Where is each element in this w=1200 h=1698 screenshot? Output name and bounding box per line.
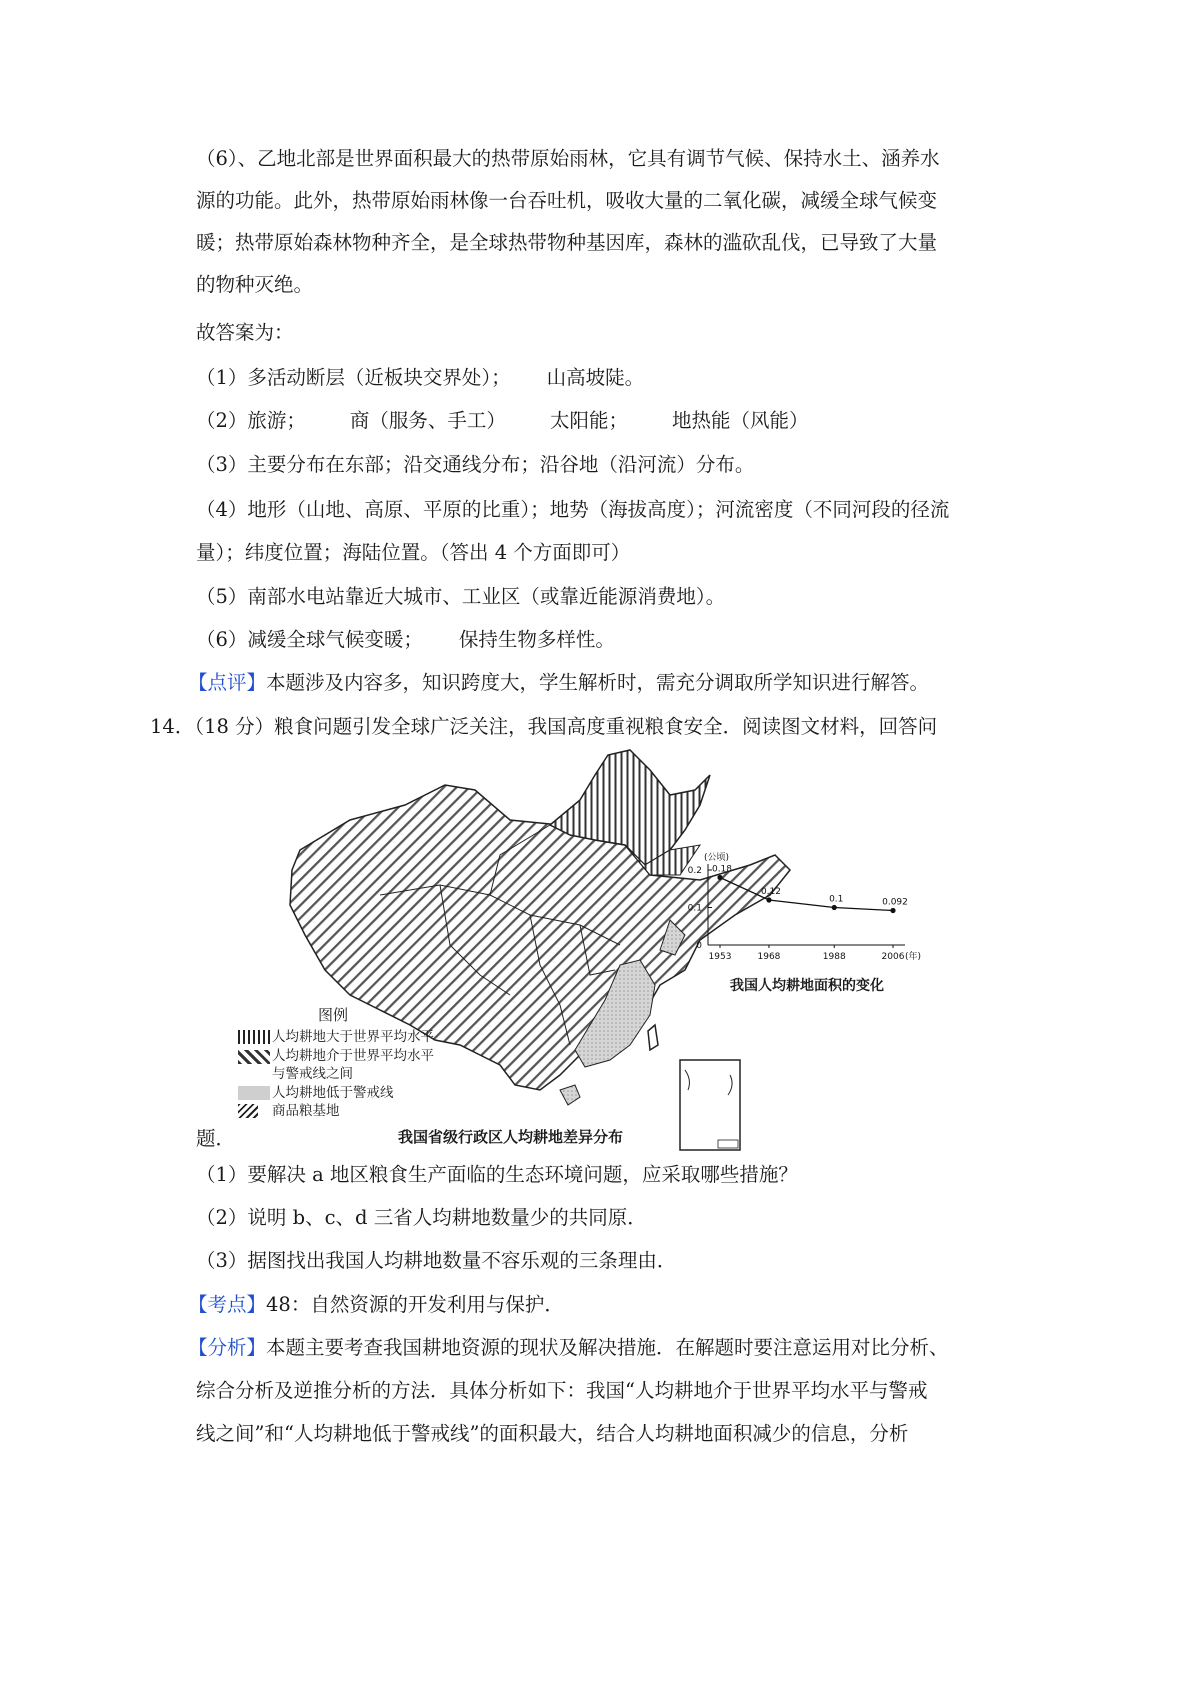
answer-1-part-2: 山高坡陡。 [546, 366, 645, 389]
chart-point [832, 905, 837, 910]
question-14-line-2: 题． [196, 1127, 236, 1150]
answer-6-part-1: （6）减缓全球气候变暖； [196, 628, 423, 651]
paragraph-6-line-1: （6）、乙地北部是世界面积最大的热带原始雨林，它具有调节气候、保持水土、涵养水 [196, 147, 940, 170]
cropland-chart [680, 850, 930, 975]
chart-data-label: 0.18 [711, 864, 733, 875]
map-taiwan [648, 1025, 658, 1050]
review-tag: 【点评】 [188, 671, 267, 694]
question-14-sub-3: （3）据图找出我国人均耕地数量不容乐观的三条理由． [196, 1249, 677, 1272]
legend-item-medium-2: 与警戒线之间 [272, 1066, 353, 1082]
fenxi-text-1: 本题主要考查我国耕地资源的现状及解决措施．在解题时要注意运用对比分析、 [266, 1336, 949, 1359]
answer-3: （3）主要分布在东部；沿交通线分布；沿谷地（沿河流）分布。 [196, 453, 755, 476]
chart-point [766, 897, 771, 902]
chart-x-unit: (年) [904, 952, 922, 962]
legend-swatch-grain-base [238, 1104, 258, 1118]
legend-swatch-medium [238, 1050, 270, 1064]
chart-x-tick-label: 1988 [822, 952, 846, 962]
answer-6-part-2: 保持生物多样性。 [458, 628, 615, 651]
answer-5: （5）南部水电站靠近大城市、工业区（或靠近能源消费地）。 [196, 585, 726, 608]
legend-title: 图例 [318, 1006, 349, 1024]
answer-2 [196, 408, 808, 434]
chart-data-label: 0.12 [760, 887, 781, 897]
chart-y-tick-label: 0.1 [687, 903, 702, 914]
kaodian-tag: 【考点】 [188, 1293, 267, 1316]
kaodian-line [188, 1292, 564, 1318]
answer-intro: 故答案为： [196, 321, 294, 344]
chart-point [890, 908, 895, 913]
legend-item-grain-base: 商品粮基地 [272, 1103, 340, 1119]
chart-x-tick-label: 2006 [881, 952, 905, 962]
chart-series-line [720, 878, 893, 911]
map-hainan [560, 1085, 580, 1105]
south-sea-inset [680, 1060, 740, 1150]
answer-2-part-4: 地热能（风能） [671, 409, 809, 432]
answer-2-part-2: 商（服务、手工） [349, 409, 506, 432]
chart-data-label: 0.1 [829, 894, 844, 905]
legend-swatch-high [238, 1030, 270, 1044]
paragraph-6-line-4: 的物种灭绝。 [196, 273, 314, 296]
answer-4-line-1: （4）地形（山地、高原、平原的比重）；地势（海拔高度）；河流密度（不同河段的径流 [196, 498, 950, 521]
kaodian-text: 48：自然资源的开发利用与保护． [266, 1293, 564, 1316]
answer-2-part-3: 太阳能； [549, 409, 628, 432]
chart-x-tick-label: 1968 [757, 952, 781, 962]
map-title: 我国省级行政区人均耕地差异分布 [398, 1128, 624, 1146]
chart-title: 我国人均耕地面积的变化 [730, 978, 884, 994]
chart-y-tick-label: 0 [696, 941, 702, 951]
chart-point [717, 875, 722, 880]
fenxi-tag: 【分析】 [188, 1336, 267, 1359]
fenxi-line-2: 综合分析及逆推分析的方法．具体分析如下：我国“人均耕地介于世界平均水平与警戒 [196, 1379, 928, 1402]
legend-swatch-low [238, 1086, 270, 1100]
chart-data-label: 0.092 [882, 897, 908, 908]
question-14-sub-1: （1）要解决 a 地区粮食生产面临的生态环境问题，应采取哪些措施？ [196, 1163, 798, 1186]
answer-4-line-2: 量）；纬度位置；海陆位置。（答出 4 个方面即可） [196, 541, 631, 564]
fenxi-line-3: 线之间”和“人均耕地低于警戒线”的面积最大，结合人均耕地面积减少的信息，分析 [196, 1422, 909, 1445]
answer-1-part-1: （1）多活动断层（近板块交界处）； [196, 366, 511, 389]
fenxi-line-1 [188, 1335, 949, 1361]
paragraph-6-line-2: 源的功能。此外，热带原始雨林像一台吞吐机，吸收大量的二氧化碳，减缓全球气候变 [196, 189, 938, 212]
answer-6 [196, 627, 615, 653]
question-14-line-1: 14．（18 分）粮食问题引发全球广泛关注，我国高度重视粮食安全．阅读图文材料，回答问 [150, 715, 938, 738]
legend-item-low: 人均耕地低于警戒线 [272, 1085, 394, 1101]
chart-y-unit: (公顷) [704, 853, 730, 863]
answer-2-part-1: （2）旅游； [196, 409, 306, 432]
question-14-sub-2: （2）说明 b、c、d 三省人均耕地数量少的共同原． [196, 1206, 647, 1229]
legend-item-medium: 人均耕地介于世界平均水平 [272, 1048, 434, 1064]
legend-item-high: 人均耕地大于世界平均水平 [272, 1029, 434, 1045]
review-text: 本题涉及内容多，知识跨度大，学生解析时，需充分调取所学知识进行解答。 [266, 671, 930, 694]
answer-1 [196, 365, 644, 391]
chart-y-tick-label: 0.2 [687, 866, 702, 876]
chart-x-tick-label: 1953 [708, 952, 732, 962]
paragraph-6-line-3: 暖；热带原始森林物种齐全，是全球热带物种基因库，森林的滥砍乱伐，已导致了大量 [196, 231, 938, 254]
review-line [188, 670, 929, 696]
